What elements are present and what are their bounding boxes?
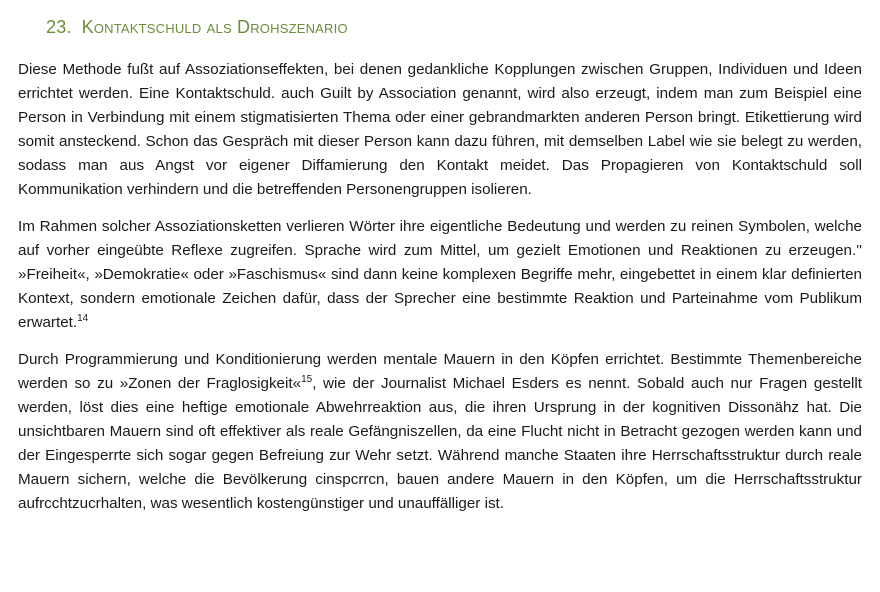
section-number: 23.: [46, 17, 72, 37]
paragraph-1: Diese Methode fußt auf Assoziationseffekten, bei denen gedankliche Kopplungen zwischen Gruppen, Individuen und Ideen errichtet werden. Eine Kontaktschuld. auch Guilt by Association genannt, wird also erzeugt, indem man zum Beispiel eine Person in Verbindung mit einem stigmatisierten Thema oder einer gebrandmarkten anderen Person bringt. Etikettierung wird somit ansteckend. Schon das Gespräch mit dieser Person kann dazu führen, mit demselben Label wie sie belegt zu werden, sodass man aus Angst vor eigener Diffamierung den Kontakt meidet. Das Propagieren von Kontaktschuld soll Kommunikation verhindern und die betreffenden Personengruppen isolieren.: [18, 61, 862, 198]
section-title: Kontaktschuld als Drohszenario: [81, 17, 348, 37]
paragraph-2: [18, 215, 862, 335]
paragraph-2-text: Im Rahmen solcher Assoziationsketten verlieren Wörter ihre eigentliche Bedeutung und werden zu reinen Symbolen, welche auf vorher eingeübte Reflexe zugreifen. Sprache wird zum Mittel, um gezielt Emotionen und Reaktionen zu erzeugen.'' »Freiheit«, »Demokratie« oder »Faschismus« sind dann keine komplexen Begriffe mehr, eingebettet in einem klar definierten Kontext, sondern emotionale Zeichen dafür, dass der Sprecher eine bestimmte Reaktion und Parteinahme vom Publikum erwartet.: [18, 218, 862, 331]
paragraph-3-text-after: , wie der Journalist Michael Esders es nennt. Sobald auch nur Fragen gestellt werden, löst dies eine heftige emotionale Abwehrreaktion aus, die ihren Ursprung in der kognitiven Dissonähz hat. Die unsichtbaren Mauern sind oft effektiver als reale Gefängniszellen, da eine Flucht nicht in Betracht gezogen werden kann und der Eingesperrte sich sogar gegen Befreiung zur Wehr setzt. Während manche Staaten ihre Herrschaftsstruktur durch reale Mauern sichern, welche die Bevölkerung cinspcrrcn, bauen andere Mauern in den Köpfen, um die Herrschaftsstruktur aufrcchtzucrhalten, was wesentlich kostengünstiger und unauffälliger ist.: [18, 375, 862, 512]
document-body: [18, 58, 862, 529]
footnote-marker-15[interactable]: 15: [301, 373, 313, 385]
footnote-marker-14[interactable]: 14: [77, 312, 89, 324]
paragraph-3: [18, 348, 862, 516]
paragraph-3-text-before: Durch Programmierung und Konditionierung werden mentale Mauern in den Köpfen errichtet. Bestimmte Themenbereiche werden so zu »Zonen der Fraglosigkeit«: [18, 351, 862, 392]
section-heading: [46, 17, 348, 38]
